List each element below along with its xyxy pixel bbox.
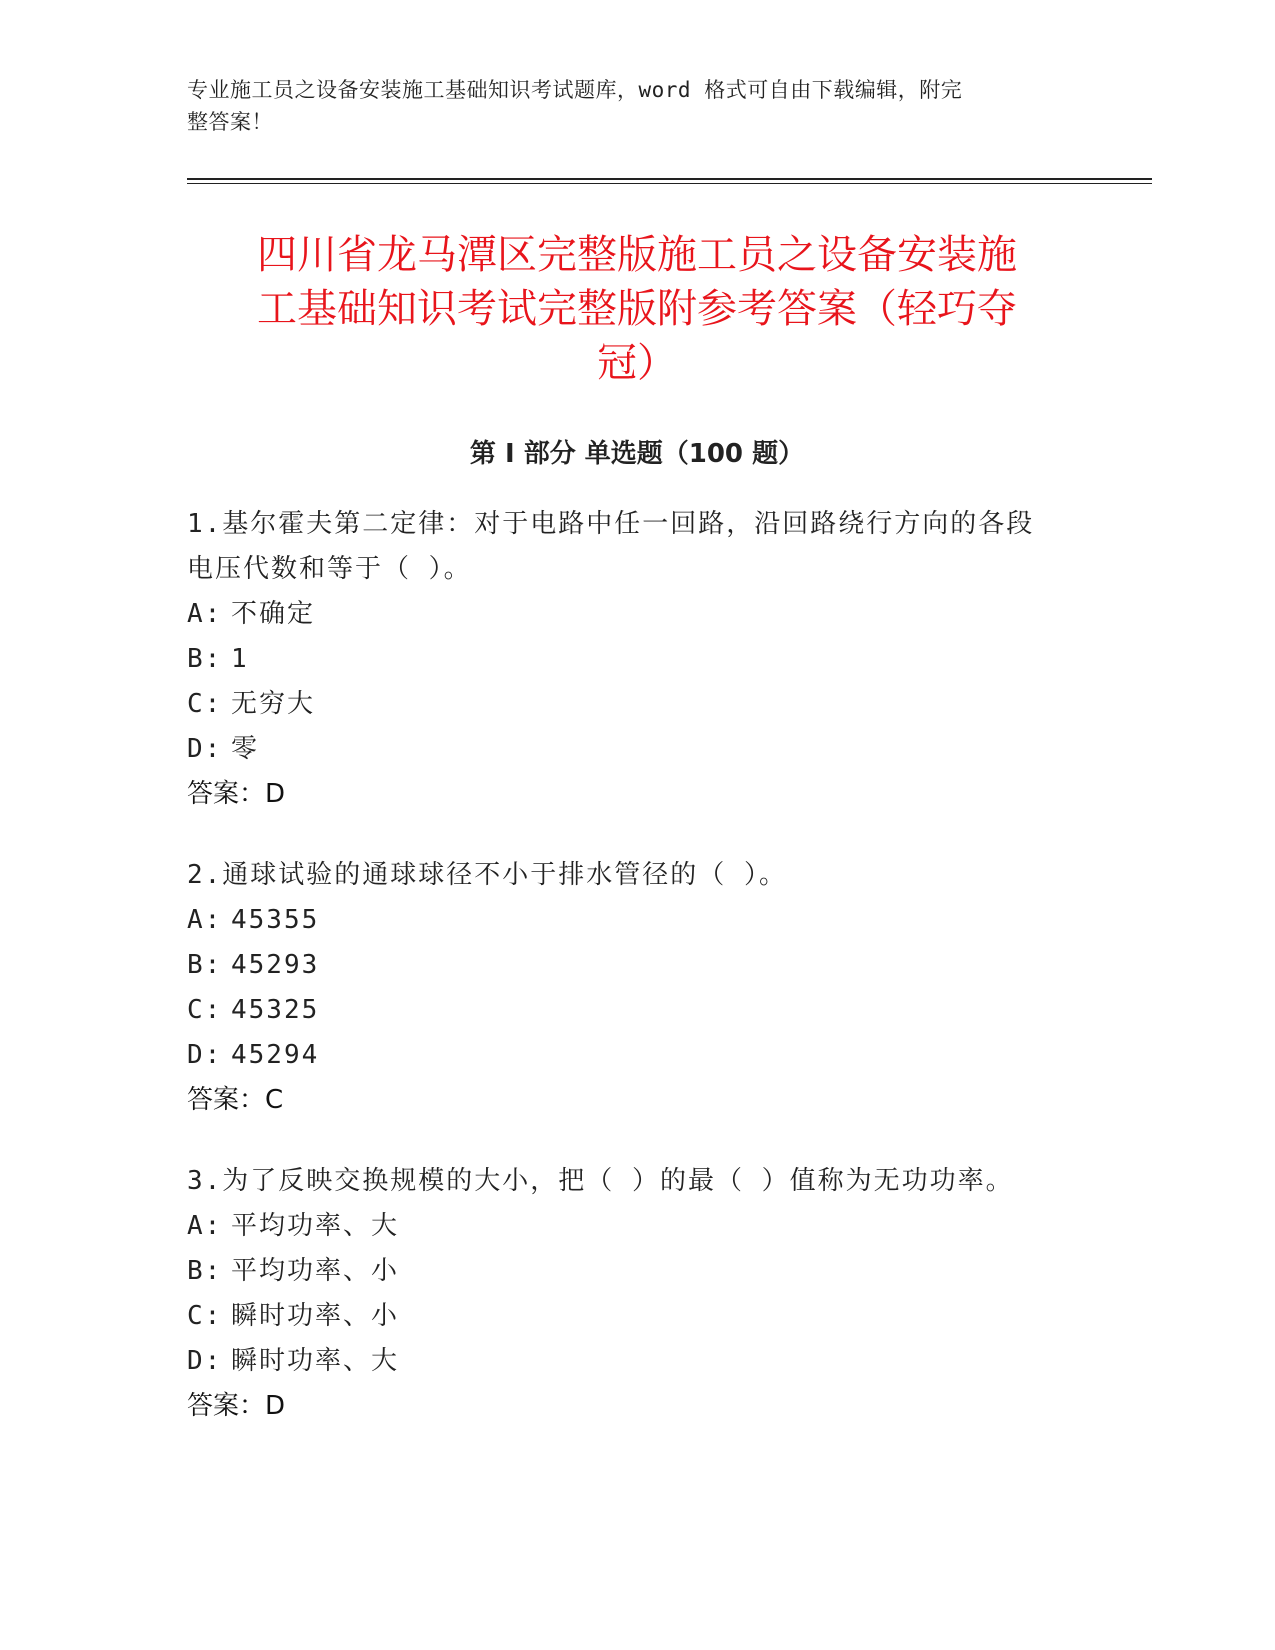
option-text: 不确定 (231, 599, 316, 629)
question-stem-line: 1.基尔霍夫第二定律：对于电路中任一回路，沿回路绕行方向的各段 (187, 509, 1035, 539)
answer-line: 答案：D (187, 1391, 286, 1421)
option-key: D: (187, 1040, 223, 1070)
option-key: A: (187, 1211, 223, 1241)
option-key: A: (187, 905, 223, 935)
header-divider-thin (187, 183, 1152, 184)
option-key: B: (187, 950, 223, 980)
option-text: 45325 (231, 995, 320, 1025)
question-stem-line: 2.通球试验的通球球径不小于排水管径的（ ）。 (187, 860, 787, 890)
option-text: 45293 (231, 950, 320, 980)
option-text: 45355 (231, 905, 320, 935)
question-stem-line: 3.为了反映交换规模的大小，把（ ）的最（ ）值称为无功功率。 (187, 1166, 1014, 1196)
option-c (187, 682, 1067, 727)
option-d (187, 1033, 1067, 1078)
option-key: D: (187, 734, 223, 764)
section-heading: 第 I 部分 单选题（100 题） (469, 439, 805, 469)
header-note (187, 74, 1067, 138)
option-c (187, 1294, 1067, 1339)
header-note-line-2: 整答案！ (187, 110, 273, 134)
header-divider-thick (187, 178, 1152, 180)
document-title-line-2: 工基础知识考试完整版附参考答案（轻巧夺 (257, 286, 1017, 332)
answer-line: 答案：C (187, 1085, 284, 1115)
option-key: D: (187, 1346, 223, 1376)
option-text: 瞬时功率、小 (231, 1301, 400, 1331)
document-title-line-1: 四川省龙马潭区完整版施工员之设备安装施 (257, 232, 1017, 278)
option-key: A: (187, 599, 223, 629)
option-text: 平均功率、小 (231, 1256, 400, 1286)
option-text: 45294 (231, 1040, 320, 1070)
option-d (187, 1339, 1067, 1384)
option-b (187, 1249, 1067, 1294)
option-key: B: (187, 1256, 223, 1286)
option-text: 瞬时功率、大 (231, 1346, 400, 1376)
option-d (187, 727, 1067, 772)
option-b (187, 637, 1067, 682)
question-2 (187, 853, 1067, 1123)
question-stem-line: 电压代数和等于（ ）。 (187, 554, 472, 584)
option-a (187, 592, 1067, 637)
option-c (187, 988, 1067, 1033)
option-key: C: (187, 1301, 223, 1331)
question-3 (187, 1159, 1067, 1429)
question-1 (187, 502, 1067, 817)
option-text: 1 (231, 644, 249, 674)
answer-line: 答案：D (187, 779, 286, 809)
document-title-line-3: 冠） (597, 340, 677, 386)
option-key: B: (187, 644, 223, 674)
option-b (187, 943, 1067, 988)
header-note-line-1: 专业施工员之设备安装施工基础知识考试题库，word 格式可自由下载编辑，附完 (187, 78, 963, 102)
option-key: C: (187, 689, 223, 719)
option-a (187, 1204, 1067, 1249)
option-text: 平均功率、大 (231, 1211, 400, 1241)
option-text: 无穷大 (231, 689, 316, 719)
document-title (187, 228, 1087, 390)
option-key: C: (187, 995, 223, 1025)
option-a (187, 898, 1067, 943)
option-text: 零 (231, 734, 260, 764)
